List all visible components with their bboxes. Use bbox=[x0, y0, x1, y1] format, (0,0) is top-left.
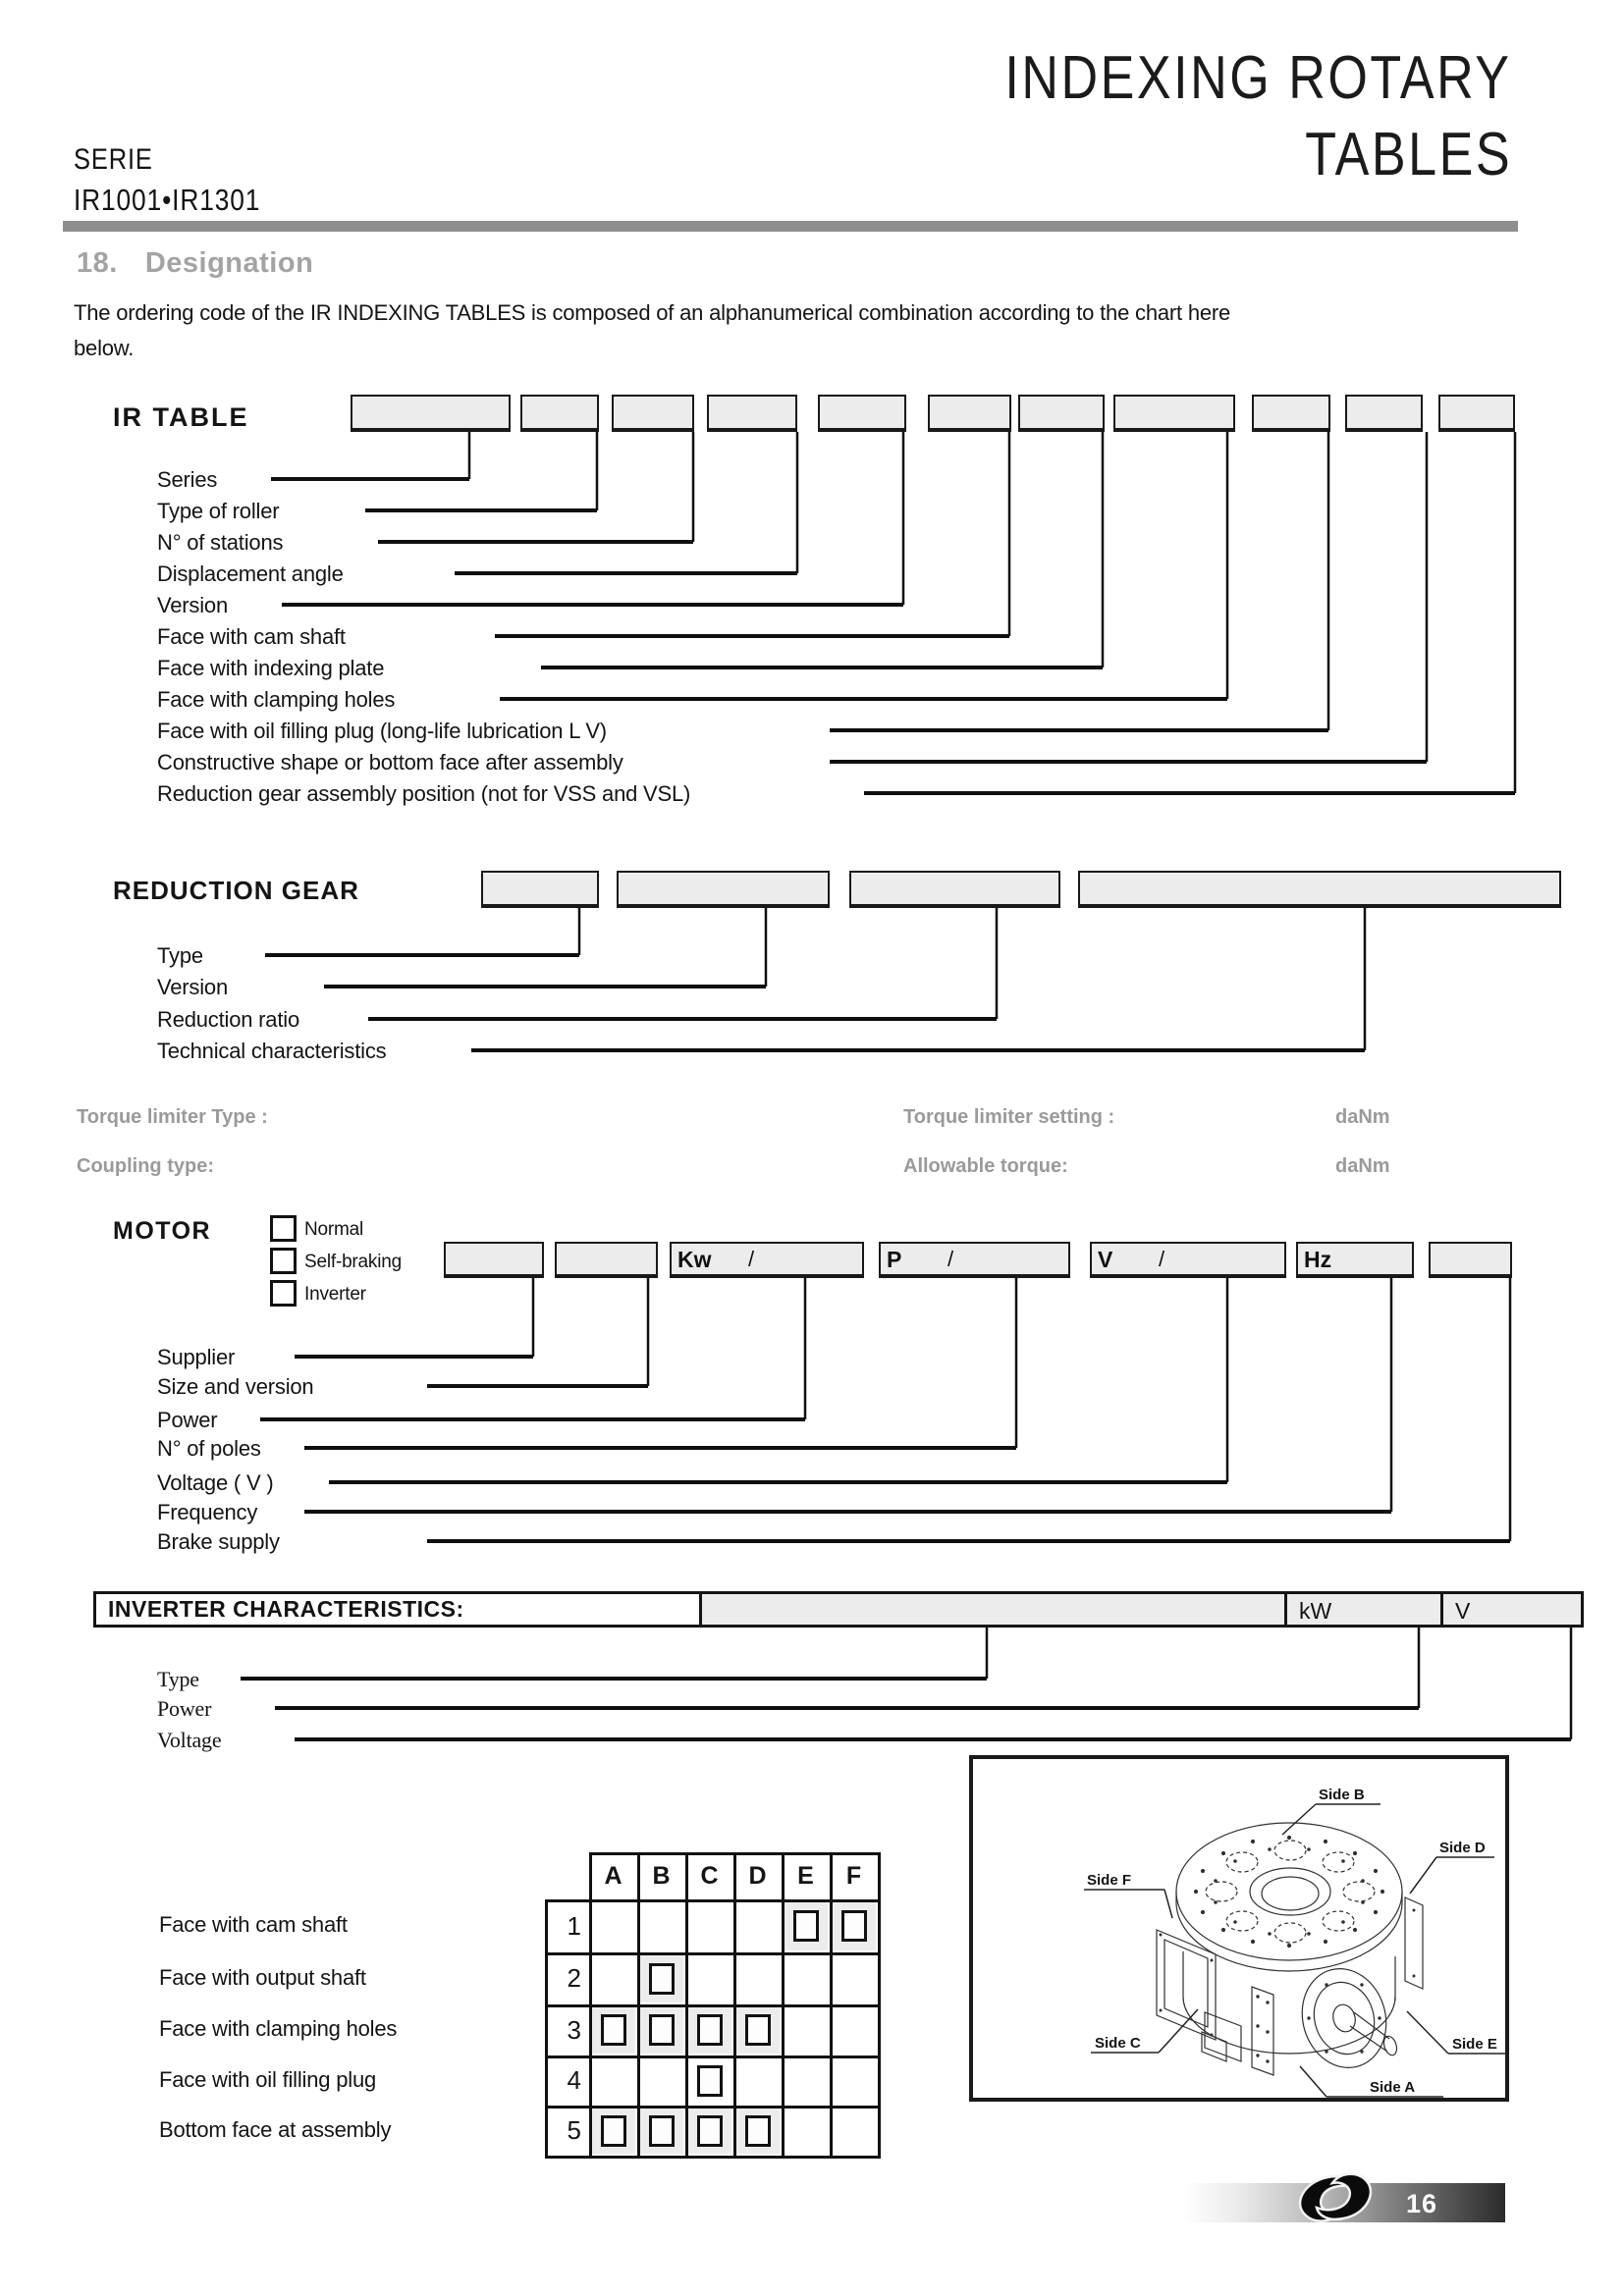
side-f-label: Side F bbox=[1087, 1872, 1132, 1889]
motor-label: Supplier bbox=[157, 1345, 236, 1369]
matrix-mark-cell bbox=[639, 1954, 683, 2002]
matrix-grid-line bbox=[878, 1852, 881, 2159]
unit-slash: / bbox=[1159, 1247, 1165, 1271]
motor-label: N° of poles bbox=[157, 1436, 261, 1461]
motor-label: Power bbox=[157, 1408, 218, 1432]
reduction-gear-label: Technical characteristics bbox=[157, 1039, 387, 1063]
ir-table-label: Type of roller bbox=[157, 499, 280, 523]
matrix-checkbox bbox=[841, 1910, 867, 1942]
matrix-mark-cell bbox=[687, 2108, 731, 2154]
ir-table-label: Version bbox=[157, 593, 228, 617]
coupling-type-label: Coupling type: bbox=[77, 1155, 214, 1177]
matrix-checkbox bbox=[793, 1910, 819, 1942]
side-a-label: Side A bbox=[1370, 2079, 1416, 2096]
matrix-checkbox bbox=[649, 2014, 675, 2046]
motor-label: Voltage ( V ) bbox=[157, 1470, 274, 1495]
matrix-checkbox bbox=[697, 2065, 723, 2097]
matrix-col-header: D bbox=[748, 1861, 767, 1890]
motor-option-label: Normal bbox=[304, 1219, 364, 1240]
inverter-label: Type bbox=[157, 1667, 199, 1691]
matrix-grid-line bbox=[830, 1852, 833, 2159]
matrix-checkbox bbox=[697, 2014, 723, 2046]
matrix-col-header: B bbox=[652, 1861, 671, 1890]
ir-table-label: Face with cam shaft bbox=[157, 624, 346, 649]
section-number: 18. bbox=[77, 247, 118, 279]
matrix-row-label: Face with cam shaft bbox=[159, 1912, 348, 1937]
serie-label: SERIE bbox=[74, 143, 153, 176]
matrix-mark-cell bbox=[639, 2006, 683, 2054]
motor-option-label: Inverter bbox=[304, 1284, 366, 1305]
ir-table-label: N° of stations bbox=[157, 530, 284, 555]
matrix-row-number: 3 bbox=[567, 2014, 581, 2045]
ir-table-label: Face with indexing plate bbox=[157, 656, 385, 680]
motor-label: Brake supply bbox=[157, 1529, 280, 1554]
page-title-line1: INDEXING ROTARY bbox=[1004, 44, 1512, 112]
matrix-checkbox bbox=[649, 1963, 675, 1995]
inverter-unit-kw: kW bbox=[1299, 1598, 1332, 1624]
side-b-label: Side B bbox=[1319, 1787, 1365, 1803]
matrix-checkbox bbox=[697, 2115, 723, 2147]
intro-line2: below. bbox=[74, 336, 135, 360]
matrix-row-number: 5 bbox=[567, 2115, 581, 2145]
ir-table-label: Face with oil filling plug (long-life lubrication L V) bbox=[157, 719, 607, 743]
side-d-label: Side D bbox=[1439, 1840, 1486, 1856]
intro-line1: The ordering code of the IR INDEXING TABLES is composed of an alphanumerical combination according to the chart here bbox=[74, 300, 1231, 325]
reduction-gear-title: REDUCTION GEAR bbox=[113, 876, 359, 905]
matrix-grid-line bbox=[637, 1852, 640, 2159]
unit-p: P bbox=[887, 1247, 902, 1272]
matrix-grid-line bbox=[685, 1852, 688, 2159]
matrix-row-number: 4 bbox=[567, 2065, 581, 2095]
side-e-label: Side E bbox=[1452, 2036, 1497, 2053]
rotary-table-drawing bbox=[969, 1755, 1509, 2102]
serie-models: IR1001•IR1301 bbox=[74, 183, 261, 217]
matrix-grid-line bbox=[589, 1852, 592, 2159]
matrix-mark-cell bbox=[735, 2006, 780, 2054]
page-title-line2: TABLES bbox=[1305, 121, 1512, 188]
ir-table-label: Series bbox=[157, 467, 218, 492]
torque-limiter-setting-label: Torque limiter setting : bbox=[903, 1106, 1115, 1128]
torque-unit-label: daNm bbox=[1335, 1106, 1390, 1128]
matrix-row-label: Face with output shaft bbox=[159, 1964, 366, 1990]
matrix-grid-line bbox=[733, 1852, 736, 2159]
drawing-border bbox=[971, 1757, 1507, 2100]
reduction-gear-label: Version bbox=[157, 975, 228, 999]
matrix-row-label: Face with oil filling plug bbox=[159, 2066, 377, 2092]
ir-table-title: IR TABLE bbox=[113, 402, 249, 432]
matrix-checkbox bbox=[745, 2014, 771, 2046]
matrix-row-label: Bottom face at assembly bbox=[159, 2116, 392, 2142]
matrix-mark-cell bbox=[832, 1901, 876, 1950]
matrix-row-label: Face with clamping holes bbox=[159, 2016, 398, 2041]
inverter-label: Voltage bbox=[157, 1728, 222, 1752]
matrix-mark-cell bbox=[591, 2108, 635, 2154]
inverter-unit-v: V bbox=[1455, 1598, 1471, 1624]
motor-label: Frequency bbox=[157, 1500, 258, 1524]
ir-table-label: Constructive shape or bottom face after assembly bbox=[157, 750, 623, 774]
matrix-checkbox bbox=[601, 2014, 626, 2046]
side-c-label: Side C bbox=[1095, 2035, 1141, 2052]
unit-kw: Kw bbox=[677, 1247, 712, 1272]
matrix-col-header: A bbox=[604, 1861, 623, 1890]
motor-title: MOTOR bbox=[113, 1217, 212, 1245]
ir-table-label: Reduction gear assembly position (not for VSS and VSL) bbox=[157, 781, 691, 806]
torque-limiter-type-label: Torque limiter Type : bbox=[77, 1106, 268, 1128]
matrix-mark-cell bbox=[591, 2006, 635, 2054]
ir-table-label: Displacement angle bbox=[157, 561, 344, 586]
torque-unit-label: daNm bbox=[1335, 1155, 1390, 1177]
matrix-col-header: F bbox=[845, 1861, 862, 1890]
matrix-mark-cell bbox=[735, 2108, 780, 2154]
matrix-col-header: C bbox=[700, 1861, 719, 1890]
matrix-checkbox bbox=[649, 2115, 675, 2147]
matrix-grid-line bbox=[782, 1852, 785, 2159]
reduction-gear-label: Reduction ratio bbox=[157, 1007, 299, 1032]
unit-slash: / bbox=[748, 1247, 755, 1271]
matrix-checkbox bbox=[601, 2115, 626, 2147]
inverter-title: INVERTER CHARACTERISTICS: bbox=[108, 1596, 464, 1622]
allowable-torque-label: Allowable torque: bbox=[903, 1155, 1068, 1177]
motor-option-label: Self-braking bbox=[304, 1252, 402, 1272]
ir-table-label: Face with clamping holes bbox=[157, 687, 396, 712]
matrix-mark-cell bbox=[687, 2006, 731, 2054]
brand-logo bbox=[1276, 2163, 1394, 2233]
unit-slash: / bbox=[947, 1247, 954, 1271]
inverter-label: Power bbox=[157, 1696, 212, 1721]
matrix-mark-cell bbox=[687, 2057, 731, 2104]
unit-v: V bbox=[1098, 1247, 1113, 1272]
motor-label: Size and version bbox=[157, 1374, 314, 1399]
matrix-row-number: 1 bbox=[567, 1910, 581, 1941]
matrix-grid-line bbox=[545, 1899, 548, 2159]
reduction-gear-label: Type bbox=[157, 943, 203, 968]
matrix-mark-cell bbox=[784, 1901, 828, 1950]
matrix-checkbox bbox=[745, 2115, 771, 2147]
section-name: Designation bbox=[144, 247, 314, 279]
matrix-row-number: 2 bbox=[567, 1963, 581, 1993]
matrix-col-header: E bbox=[797, 1861, 814, 1890]
unit-hz: Hz bbox=[1304, 1247, 1332, 1272]
matrix-mark-cell bbox=[639, 2108, 683, 2154]
page-number: 16 bbox=[1406, 2189, 1438, 2218]
